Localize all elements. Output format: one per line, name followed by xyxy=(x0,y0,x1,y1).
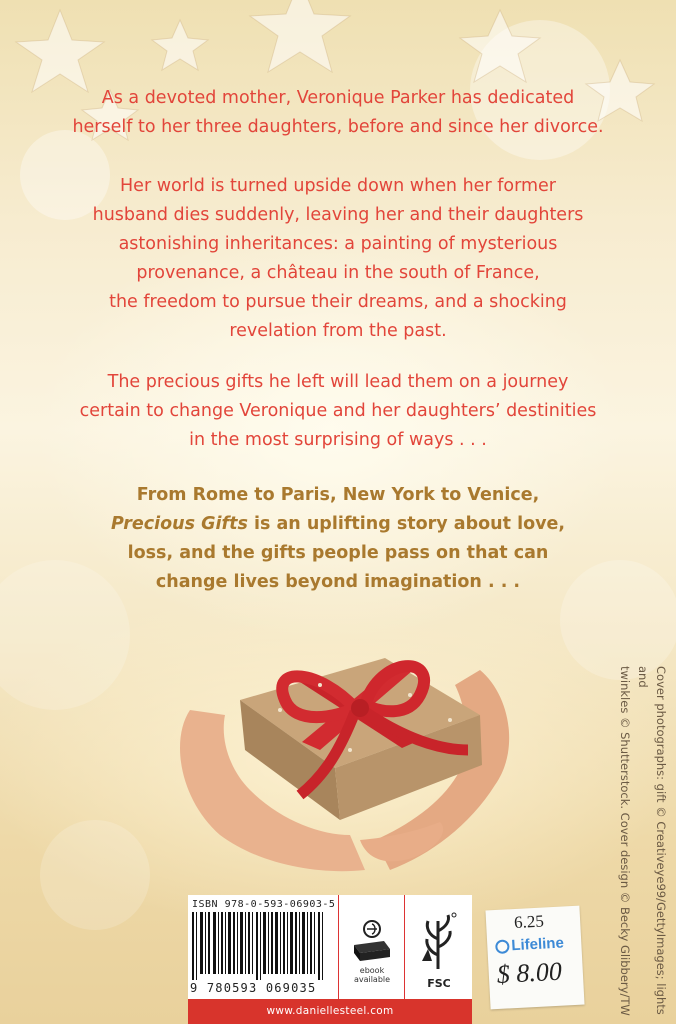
blurb-line: Her world is turned upside down when her former xyxy=(120,176,556,196)
blurb-line: astonishing inheritances: a painting of mysterious xyxy=(118,234,558,254)
blurb-line: certain to change Veronique and her daughters’ destinities xyxy=(79,401,597,421)
divider xyxy=(338,895,339,999)
blurb-line: From Rome to Paris, New York to Venice, xyxy=(136,485,540,505)
ribbon-knot xyxy=(351,699,369,717)
blurb-paragraph-4 xyxy=(40,481,636,597)
blurb-line: provenance, a château in the south of France, xyxy=(136,263,540,283)
blurb-paragraph-3 xyxy=(40,368,636,455)
blurb-line: The precious gifts he left will lead them on a journey xyxy=(107,372,569,392)
blurb-line: As a devoted mother, Veronique Parker has dedicated xyxy=(101,88,575,108)
blurb-line: herself to her three daughters, before and since her divorce. xyxy=(72,117,604,137)
credit-line: Cover photographs: gift © Creativeye99/GettyImages; lights and xyxy=(636,666,668,1015)
divider xyxy=(404,895,405,999)
gift-in-hands-photo xyxy=(150,600,550,890)
book-title: Precious Gifts xyxy=(110,514,248,534)
store-brand: Lifeline xyxy=(510,934,565,955)
website-bar xyxy=(188,999,472,1024)
barcode-digits: 9 780593 069035 xyxy=(190,981,317,995)
blurb-line: the freedom to pursue their dreams, and a shocking xyxy=(109,292,567,312)
blurb-line: husband dies suddenly, leaving her and their daughters xyxy=(92,205,584,225)
blurb-line: change lives beyond imagination . . . xyxy=(155,572,521,592)
blurb-line: loss, and the gifts people pass on that can xyxy=(127,543,549,563)
blurb-paragraph-2 xyxy=(40,172,636,346)
bokeh-light xyxy=(40,820,150,930)
barcode-graphic xyxy=(192,912,332,980)
blurb-paragraph-1 xyxy=(40,84,636,142)
cover-credits xyxy=(586,666,670,1016)
website-link[interactable]: www.daniellesteel.com xyxy=(266,1005,394,1017)
ebook-label: ebook available xyxy=(353,966,391,984)
credit-line: twinkles © Shutterstock. Cover design © Becky Glibbery/TW xyxy=(618,666,632,1016)
barcode-panel xyxy=(188,895,472,1024)
original-price: 6.25 xyxy=(513,911,545,933)
isbn-label: ISBN 978-0-593-06903-5 xyxy=(192,899,336,910)
lifeline-logo-icon xyxy=(495,939,510,954)
blurb-line: revelation from the past. xyxy=(229,321,447,341)
blurb-line: is an uplifting story about love, xyxy=(247,514,566,534)
sticker-price: $ 8.00 xyxy=(496,956,563,990)
price-sticker xyxy=(485,906,584,1010)
ebook-icon xyxy=(350,919,394,965)
blurb-line: in the most surprising of ways . . . xyxy=(189,430,487,450)
fsc-tree-icon xyxy=(418,909,458,973)
fsc-label: FSC xyxy=(427,977,451,990)
